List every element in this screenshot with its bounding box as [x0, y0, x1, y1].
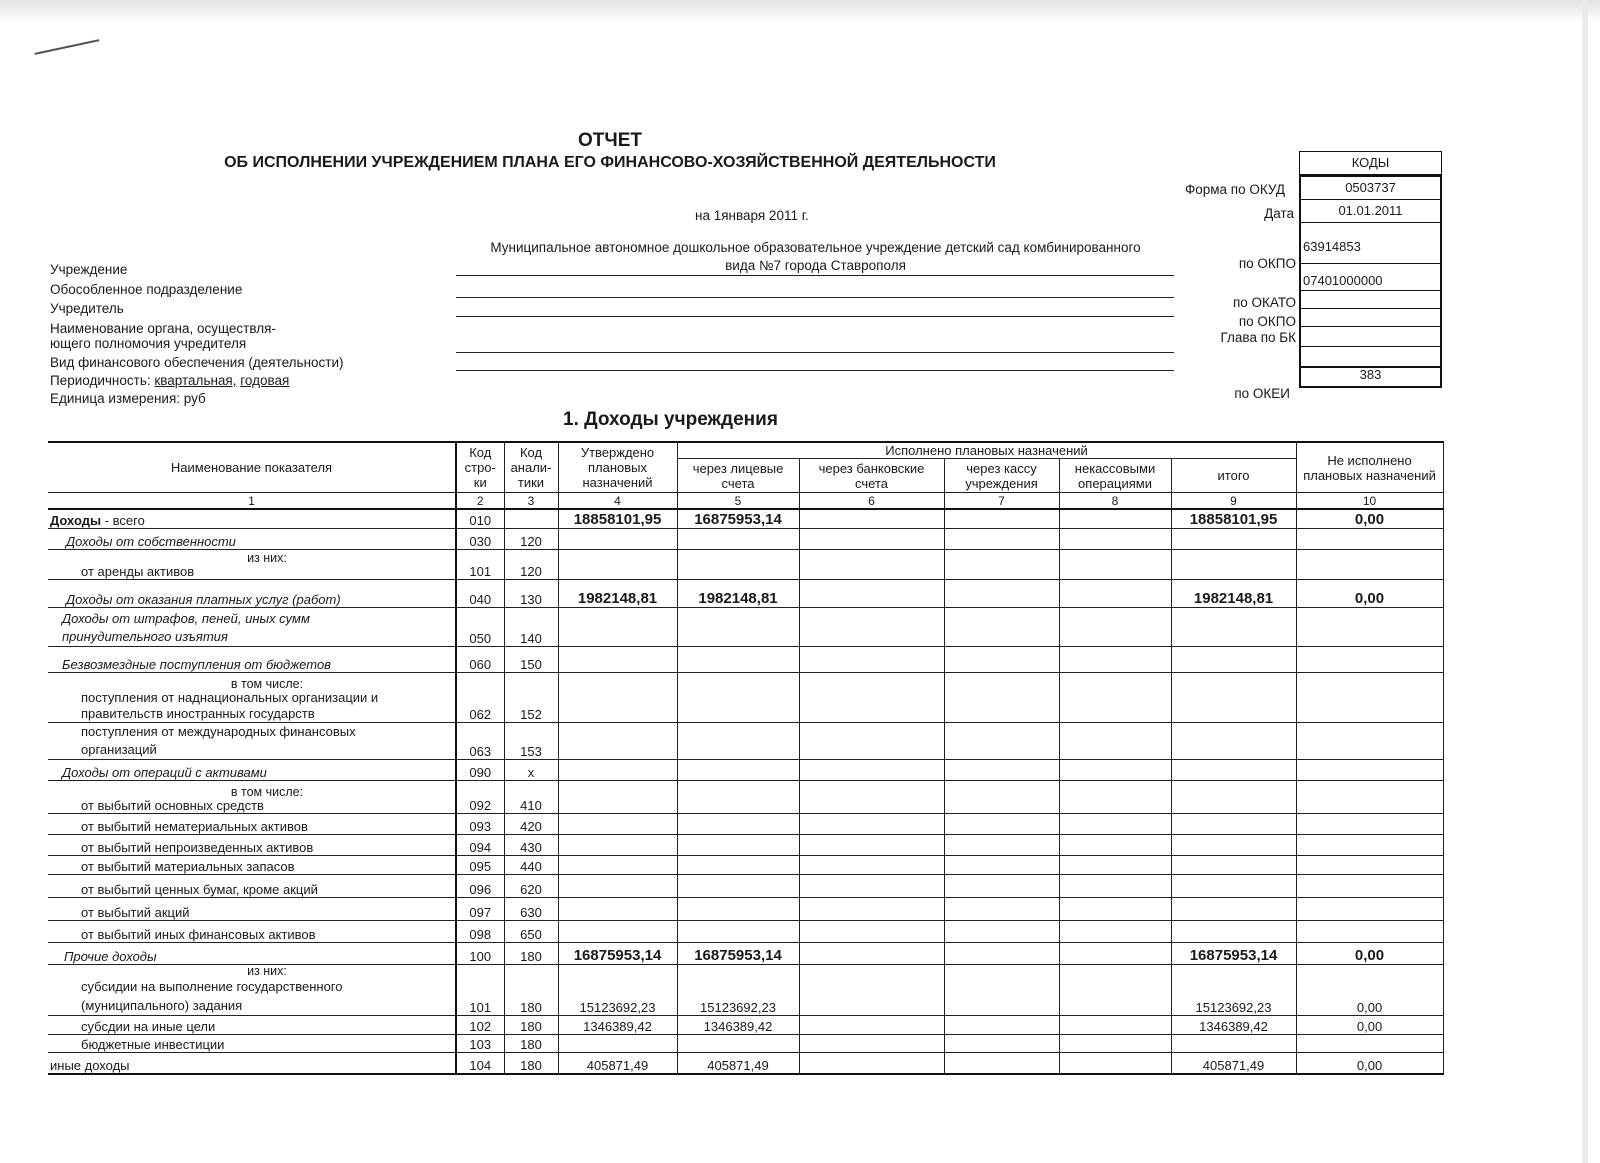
row-total: 15123692,23 — [1171, 964, 1296, 1015]
row-personal: 1982148,81 — [677, 579, 799, 607]
header-not-executed: Не исполнено плановых назначений — [1296, 442, 1443, 493]
scan-edge-right — [1582, 0, 1588, 1163]
row-bank — [799, 509, 944, 528]
authority-label — [50, 321, 276, 351]
row-analytic: 180 — [504, 1034, 558, 1052]
table-row — [48, 1034, 1443, 1052]
table-header-row — [48, 442, 1443, 459]
row-code: 040 — [456, 579, 504, 607]
row-name: субсдии на иные цели — [48, 1015, 456, 1034]
row-analytic: 180 — [504, 1052, 558, 1074]
okpo2-code — [1299, 291, 1442, 309]
division-line — [456, 297, 1174, 298]
row-analytic: 150 — [504, 646, 558, 672]
row-analytic: 152 — [504, 672, 558, 722]
row-not-executed: 0,00 — [1296, 942, 1443, 964]
authority-label-line2: ющего полномочия учредителя — [50, 336, 247, 351]
table-row — [48, 942, 1443, 964]
row-total: 405871,49 — [1171, 1052, 1296, 1074]
row-sub-label: из них: — [247, 550, 287, 565]
row-name: от выбытий акций — [48, 897, 456, 920]
col-num-6: 6 — [799, 493, 944, 510]
institution-value-line1: Муниципальное автономное дошкольное образовательное учреждение детский сад комбинированного — [490, 240, 1141, 255]
row-name — [48, 780, 456, 813]
row-name-rest: - всего — [101, 512, 145, 528]
row-analytic: 130 — [504, 579, 558, 607]
report-title: ОТЧЕТ — [577, 130, 642, 151]
table-row — [48, 579, 1443, 607]
col-num-5: 5 — [677, 493, 799, 510]
row-analytic: 180 — [504, 942, 558, 964]
row-analytic: 620 — [504, 874, 558, 897]
unit-label: Единица измерения: — [50, 391, 181, 406]
table-row — [48, 897, 1443, 920]
row-name: от выбытий материальных запасов — [48, 855, 456, 874]
row-code: 104 — [456, 1052, 504, 1074]
authority-label-line1: Наименование органа, осуществля- — [50, 321, 276, 336]
header-non-cash: некассовыми операциями — [1059, 459, 1171, 493]
row-code: 101 — [456, 549, 504, 579]
table-row — [48, 759, 1443, 780]
row-name-line2: (муниципального) задания — [81, 997, 243, 1013]
row-personal: 405871,49 — [677, 1052, 799, 1074]
division-label: Обособленное подразделение — [50, 282, 243, 297]
row-personal: 1346389,42 — [677, 1015, 799, 1034]
header-approved: Утверждено плановых назначений — [558, 442, 677, 493]
row-code: 060 — [456, 646, 504, 672]
founder-line — [456, 316, 1174, 317]
row-cash — [944, 509, 1059, 528]
okei-code: 383 — [1299, 367, 1442, 388]
table-row — [48, 528, 1443, 549]
periodicity — [50, 373, 289, 388]
row-code: 095 — [456, 855, 504, 874]
row-sub-label: в том числе: — [230, 784, 304, 799]
codes-box — [1299, 151, 1442, 388]
table-row — [48, 646, 1443, 672]
column-numbers-row — [48, 493, 1443, 510]
row-code: 063 — [456, 722, 504, 759]
row-name: Доходы от операций с активами — [48, 759, 456, 780]
row-analytic: 650 — [504, 920, 558, 942]
row-code: 096 — [456, 874, 504, 897]
pen-mark — [35, 39, 100, 55]
row-name-line2: организаций — [81, 741, 157, 757]
row-code: 030 — [456, 528, 504, 549]
row-name: бюджетные инвестиции — [48, 1034, 456, 1052]
report-subtitle: ОБ ИСПОЛНЕНИИ УЧРЕЖДЕНИЕМ ПЛАНА ЕГО ФИНАНСОВО-ХОЗЯЙСТВЕННОЙ ДЕЯТЕЛЬНОСТИ — [224, 154, 996, 171]
date-label: Дата — [1264, 206, 1294, 221]
okpo2-label: по ОКПО — [1238, 314, 1296, 329]
row-not-executed: 0,00 — [1296, 1015, 1443, 1034]
table-row — [48, 549, 1443, 579]
row-analytic: x — [504, 759, 558, 780]
row-total: 18858101,95 — [1171, 509, 1296, 528]
table-row — [48, 509, 1443, 528]
okato-code: 07401000000 — [1299, 264, 1442, 291]
row-name: от выбытий иных финансовых активов — [48, 920, 456, 942]
header-total: итого — [1171, 459, 1296, 493]
row-analytic: 180 — [504, 964, 558, 1015]
header-name: Наименование показателя — [48, 442, 456, 493]
row-analytic: 140 — [504, 607, 558, 646]
row-code: 097 — [456, 897, 504, 920]
row-not-executed: 0,00 — [1296, 579, 1443, 607]
row-analytic: 430 — [504, 834, 558, 855]
institution-value-line2: вида №7 города Ставрополя — [725, 258, 906, 273]
okpo-code: 63914853 — [1299, 223, 1442, 264]
table-row — [48, 1015, 1443, 1034]
header-executed: Исполнено плановых назначений — [677, 442, 1296, 459]
row-name: от выбытий нематериальных активов — [48, 813, 456, 834]
row-name-text: от аренды активов — [81, 563, 195, 579]
col-num-7: 7 — [944, 493, 1059, 510]
row-noncash — [1059, 509, 1171, 528]
table-row — [48, 780, 1443, 813]
row-total: 16875953,14 — [1171, 942, 1296, 964]
row-code: 050 — [456, 607, 504, 646]
row-code: 062 — [456, 672, 504, 722]
bk-label: Глава по БК — [1220, 330, 1296, 345]
table-row — [48, 920, 1443, 942]
header-analytic-code: Код анали-тики — [504, 442, 558, 493]
date-code: 01.01.2011 — [1299, 200, 1442, 223]
row-analytic: 120 — [504, 528, 558, 549]
row-sub-label: в том числе: — [230, 676, 304, 691]
unit-value: руб — [183, 391, 206, 406]
table-row — [48, 607, 1443, 646]
okud-label: Форма по ОКУД — [1184, 182, 1285, 197]
periodicity-label: Периодичность: — [50, 373, 151, 388]
row-name: иные доходы — [48, 1052, 456, 1074]
row-name — [48, 549, 456, 579]
table-row — [48, 722, 1443, 759]
row-analytic: 180 — [504, 1015, 558, 1034]
codes-heading: КОДЫ — [1299, 151, 1442, 175]
row-approved: 1346389,42 — [558, 1015, 677, 1034]
institution-line — [456, 275, 1174, 276]
report-date-line: на 1января 2011 г. — [695, 208, 809, 223]
row-approved: 1982148,81 — [558, 579, 677, 607]
row-approved: 405871,49 — [558, 1052, 677, 1074]
row-name-line2: принудительного изъятия — [62, 628, 228, 644]
row-name-text: от выбытий основных средств — [81, 797, 264, 813]
okato-label: по ОКАТО — [1232, 295, 1296, 310]
row-code: 100 — [456, 942, 504, 964]
row-name-bold: Доходы — [50, 512, 102, 528]
periodicity-annual: годовая — [240, 373, 290, 388]
header-personal-accounts: через лицевые счета — [677, 459, 799, 493]
row-personal: 15123692,23 — [677, 964, 799, 1015]
row-name: от выбытий ценных бумаг, кроме акций — [48, 874, 456, 897]
row-name — [48, 672, 456, 722]
col-num-3: 3 — [504, 493, 558, 510]
row-approved: 15123692,23 — [558, 964, 677, 1015]
row-code: 103 — [456, 1034, 504, 1052]
row-analytic — [504, 509, 558, 528]
row-analytic: 410 — [504, 780, 558, 813]
row-name-line1: поступления от наднациональных организации и — [81, 689, 379, 705]
authority-line — [456, 352, 1174, 353]
section-title: 1. Доходы учреждения — [563, 409, 778, 430]
row-name-line2: правительств иностранных государств — [81, 705, 315, 721]
table-row — [48, 834, 1443, 855]
row-name — [48, 509, 456, 528]
row-code: 101 — [456, 964, 504, 1015]
row-total: 1982148,81 — [1171, 579, 1296, 607]
col-num-2: 2 — [456, 493, 504, 510]
income-table — [48, 441, 1444, 1075]
col-num-9: 9 — [1171, 493, 1296, 510]
row-code: 094 — [456, 834, 504, 855]
okei-label: по ОКЕИ — [1234, 386, 1290, 401]
financing-line — [456, 370, 1174, 371]
col-num-1: 1 — [48, 493, 456, 510]
header-bank-accounts: через банковские счета — [799, 459, 944, 493]
row-name-line1: субсидии на выполнение государственного — [81, 978, 343, 994]
periodicity-quarterly: квартальная, — [154, 373, 237, 388]
row-name: Доходы от собственности — [48, 528, 456, 549]
institution-label: Учреждение — [50, 262, 128, 277]
row-sub-label: из них: — [247, 964, 287, 978]
header-cash-desk: через кассу учреждения — [944, 459, 1059, 493]
row-code: 093 — [456, 813, 504, 834]
col-num-10: 10 — [1296, 493, 1443, 510]
row-approved: 18858101,95 — [558, 509, 677, 528]
table-row — [48, 964, 1443, 1015]
row-name: Безвозмездные поступления от бюджетов — [48, 646, 456, 672]
row-name: от выбытий непроизведенных активов — [48, 834, 456, 855]
row-total: 1346389,42 — [1171, 1015, 1296, 1034]
okpo-label: по ОКПО — [1238, 256, 1296, 271]
row-analytic: 153 — [504, 722, 558, 759]
table-row — [48, 813, 1443, 834]
table-row — [48, 1052, 1443, 1074]
row-analytic: 420 — [504, 813, 558, 834]
row-not-executed: 0,00 — [1296, 509, 1443, 528]
col-num-4: 4 — [558, 493, 677, 510]
row-code: 010 — [456, 509, 504, 528]
row-analytic: 630 — [504, 897, 558, 920]
institution-value — [457, 239, 1174, 275]
row-name — [48, 607, 456, 646]
row-code: 098 — [456, 920, 504, 942]
row-personal: 16875953,14 — [677, 509, 799, 528]
header-line-code: Код стро-ки — [456, 442, 504, 493]
founder-label: Учредитель — [50, 301, 124, 316]
blank-code — [1299, 327, 1442, 347]
row-approved: 16875953,14 — [558, 942, 677, 964]
row-name — [48, 964, 456, 1015]
row-code: 092 — [456, 780, 504, 813]
row-personal: 16875953,14 — [677, 942, 799, 964]
row-name-line1: поступления от международных финансовых — [81, 723, 356, 739]
row-name: Прочие доходы — [48, 942, 456, 964]
row-code: 090 — [456, 759, 504, 780]
table-row — [48, 855, 1443, 874]
unit — [50, 391, 206, 406]
row-code: 102 — [456, 1015, 504, 1034]
blank-code-2 — [1299, 347, 1442, 367]
okud-code: 0503737 — [1299, 175, 1442, 200]
col-num-8: 8 — [1059, 493, 1171, 510]
scan-edge-top — [0, 0, 1600, 22]
row-not-executed: 0,00 — [1296, 1052, 1443, 1074]
row-analytic: 120 — [504, 549, 558, 579]
row-name-line1: Доходы от штрафов, пеней, иных сумм — [62, 610, 310, 626]
row-not-executed: 0,00 — [1296, 964, 1443, 1015]
row-name: Доходы от оказания платных услуг (работ) — [48, 579, 456, 607]
financing-label: Вид финансового обеспечения (деятельности) — [50, 355, 344, 370]
table-row — [48, 874, 1443, 897]
row-name — [48, 722, 456, 759]
table-row — [48, 672, 1443, 722]
row-analytic: 440 — [504, 855, 558, 874]
bk-code — [1299, 309, 1442, 327]
